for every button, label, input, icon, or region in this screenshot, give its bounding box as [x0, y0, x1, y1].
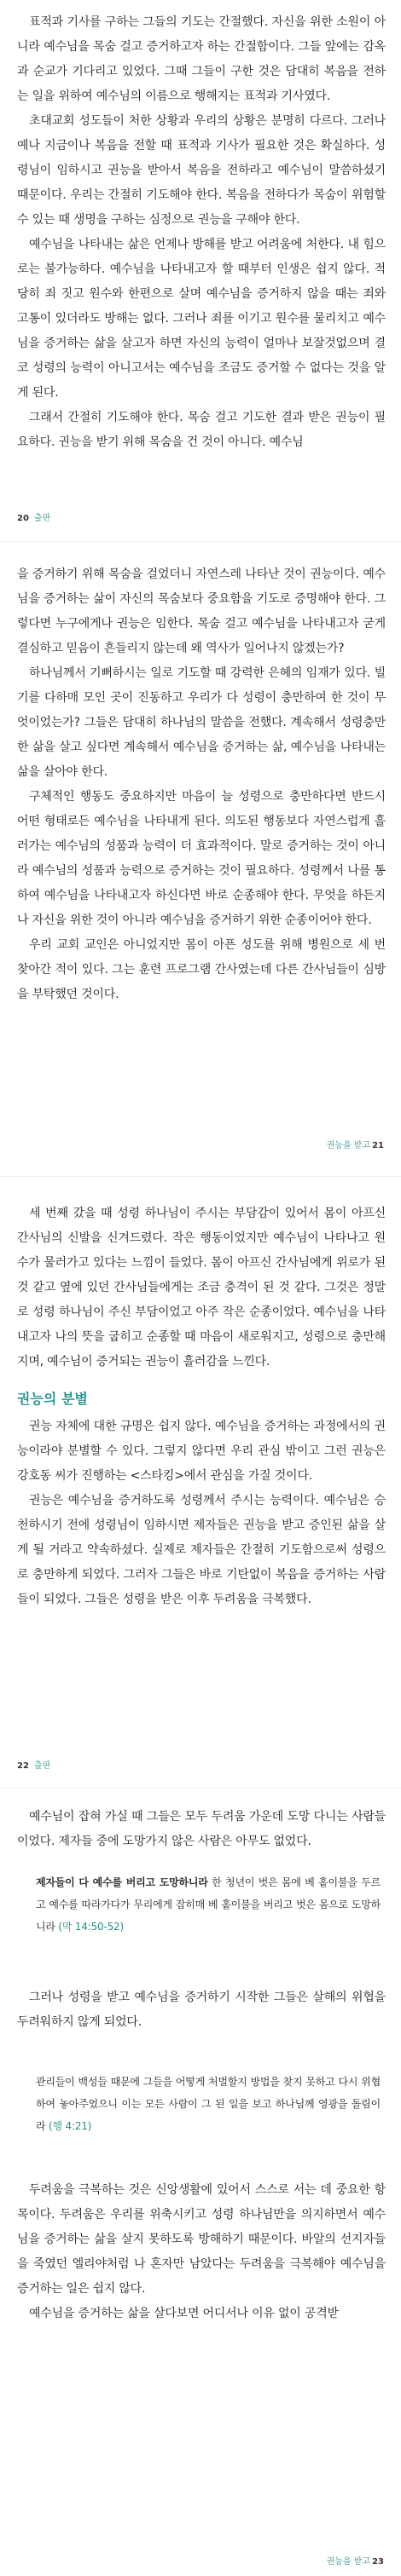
page-number-21	[327, 1140, 384, 1152]
paragraph: 세 번째 갔을 때 성령 하나님이 주시는 부담감이 있어서 몸이 아프신 간사님의 신발을 신겨드렸다. 작은 행동이었지만 예수님이 나타나고 원수가 물러가고 있다는 느낌이 들었다. 몸이 아프신 간사님에게 위로가 된 것 같고 옆에 있던 간사님들에게는 조금 충격이 된 것 같다. 그것은 정말로 성령 하나님이 주신 부담이었고 아주 작은 순종이었다. 예수님을 나타내고자 나의 뜻을 굽히고 순종할 때 마음이 새로워지고, 성령으로 충만해지며, 예수님이 증거되는 권능이 흘러감을 느낀다.	[17, 1207, 386, 1369]
paragraph: 권능은 예수님을 증거하도록 성령께서 주시는 능력이다. 예수님은 승천하시기 전에 성령님이 임하시면 제자들은 권능을 받고 증인된 삶을 살게 될 거라고 약속하셨다. 실제로 제자들은 간절히 기도함으로써 성령으로 충만하게 되었다. 그러자 그들은 바로 기탄없이 복음을 증거하는 사람들이 되었다. 그들은 성령을 받은 이후 두려움을 극복했다.	[17, 1494, 386, 1606]
page-number-label: 권능을 받고	[326, 1141, 371, 1150]
page-number-value: 22	[17, 1761, 29, 1771]
scripture-reference: (막 14:50-52)	[58, 1921, 124, 1933]
paragraph: 구체적인 행동도 중요하지만 마음이 늘 성령으로 충만하다면 반드시 어떤 형태로든 예수님을 나타내게 된다. 의도된 행동보다 자연스럽게 흘러가는 예수님의 성품과 능력이 더 효과적이다. 말로 증거하는 것이 아니라 예수님의 성품과 능력으로 증거하는 것이 필요하다. 성령께서 나를 통하여 예수님을 나타내고자 하신다면 바로 순종해야 한다. 무엇을 하든지 나 자신을 위한 것이 아니라 예수님을 증거하기 위한 순종이어야 한다.	[17, 790, 386, 927]
page-number-label: 출판	[33, 1761, 51, 1771]
page-number-20	[17, 513, 50, 525]
paragraph: 그러나 성령을 받고 예수님을 증거하기 시작한 그들은 살해의 위협을 두려워하지 않게 되었다.	[17, 1991, 386, 2029]
paragraph: 예수님을 나타내는 삶은 언제나 방해를 받고 어려움에 처한다. 내 힘으로는 불가능하다. 예수님을 나타내고자 할 때부터 인생은 쉽지 않다. 적당히 죄 짓고 원수와 한편으로 살며 예수님을 증거하지 않을 때는 죄와 고통이 있더라도 방해는 없다. 그러나 죄를 이기고 원수를 물리치고 예수님을 증거하는 삶을 살고자 하면 자신의 능력이 얼마나 보잘것없으며 결코 성령의 능력이 아니고서는 예수님을 조금도 증거할 수 없다는 것을 알게 된다.	[17, 238, 386, 400]
page-4-intro	[0, 1805, 401, 1854]
page-number-23	[327, 2556, 384, 2568]
paragraph: 초대교회 성도들이 처한 상황과 우리의 상황은 분명히 다르다. 그러나 예나 지금이나 복음을 전할 때 표적과 기사가 필요한 것은 확실하다. 성령님이 임하시고 권능을 받아서 복음을 전하라고 예수님이 말씀하셨기 때문이다. 우리는 간절히 기도해야 한다. 복음을 전하다가 목숨이 위험할 수 있는 때 생명을 구하는 심정으로 권능을 구해야 한다.	[17, 114, 386, 227]
paragraph: 예수님이 잡혀 가실 때 그들은 모두 두려움 가운데 도망 다니는 사람들이었다. 제자들 중에 도망가지 않은 사람은 아무도 없었다.	[17, 1810, 386, 1848]
paragraph: 두려움을 극복하는 것은 신앙생활에 있어서 스스로 서는 데 중요한 항목이다. 두려움은 우리를 위축시키고 성령 하나님만을 의지하면서 예수님을 증거하는 삶을 살지 못하도록 방해하기 때문이다. 바알의 선지자들을 죽였던 엘리야처럼 나 혼자만 남았다는 두려움을 극복해야 예수님을 증거하는 일은 쉽지 않다.	[17, 2183, 386, 2296]
paragraph: 표적과 기사를 구하는 그들의 기도는 간절했다. 자신을 위한 소원이 아니라 예수님을 목숨 걸고 증거하고자 하는 간절함이다. 그들 앞에는 감옥과 순교가 기다리고 있었다. 그때 그들이 구한 것은 담대히 복음을 전하는 일을 위하여 예수님의 이름으로 행해지는 표적과 기사였다.	[17, 15, 386, 103]
paragraph: 그래서 간절히 기도해야 한다. 목숨 걸고 기도한 결과 받은 권능이 필요하다. 권능을 받기 위해 목숨을 건 것이 아니다. 예수님	[17, 411, 386, 449]
paragraph: 예수님을 증거하는 삶을 살다보면 어디서나 이유 없이 공격받	[29, 2307, 339, 2320]
page-number-label: 출판	[33, 514, 51, 523]
scripture-quote	[0, 1871, 401, 1938]
quote-text	[36, 2071, 381, 2137]
page-divider	[0, 541, 401, 542]
page-divider	[0, 1788, 401, 1789]
page-number-22	[17, 1761, 50, 1772]
paragraph: 하나님께서 기뻐하시는 일로 기도할 때 강력한 은혜의 임재가 있다. 빌기를 다하매 모인 곳이 진동하고 우리가 다 성령이 충만하여 한 것이 무엇이었는가? 그들은 담대히 하나님의 말씀을 전했다. 계속해서 성령충만한 삶을 살고 싶다면 계속해서 예수님을 증거하는 삶, 예수님을 나타내는 삶을 살아야 한다.	[17, 666, 386, 779]
page-number-label: 권능을 받고	[326, 2557, 371, 2567]
quote-bold-text: 제자들이 다 예수를 버리고 도망하니라	[36, 1876, 208, 1888]
page-divider	[0, 1176, 401, 1177]
page-4-middle	[0, 1985, 401, 2035]
page-number-value: 21	[372, 1141, 384, 1150]
section-heading: 권능의 분별	[17, 1391, 88, 1407]
page-4-body	[0, 2178, 401, 2326]
page-2-body	[0, 562, 401, 1007]
quote-text	[36, 1871, 381, 1938]
scripture-reference: (행 4:21)	[49, 2120, 92, 2132]
page-1-body	[0, 10, 401, 455]
page-number-value: 23	[372, 2557, 384, 2567]
quote-rest-text: 한 청년이 벗은 몸에 베 홑이불을 두르고 예수를 따라가다가 무리에게 잡히매 베 홑이불을 버리고 벗은 몸으로 도망하니라	[36, 1876, 381, 1933]
page-number-value: 20	[17, 514, 29, 523]
scripture-quote	[0, 2071, 401, 2137]
page-3-body	[0, 1202, 401, 1612]
quote-body-text: 관리들이 백성들 때문에 그들을 어떻게 처벌할지 방법을 찾지 못하고 다시 위협하여 놓아주었으니 이는 모든 사람이 그 된 일을 보고 하나님께 영광을 돌림이라	[36, 2076, 381, 2132]
paragraph: 우리 교회 교인은 아니었지만 몸이 아픈 성도를 위해 병원으로 세 번 찾아간 적이 있다. 그는 훈련 프로그램 간사였는데 다른 간사님들이 심방을 부탁했던 것이다.	[17, 938, 386, 1001]
paragraph: 을 증거하기 위해 목숨을 걸었더니 자연스레 나타난 것이 권능이다. 예수님을 증거하는 삶이 자신의 목숨보다 중요함을 기도로 증명해야 한다. 그렇다면 누구에게나 권능은 임한다. 목숨 걸고 예수님을 나타내고자 굳게 결심하고 믿음이 흔들리지 않는데 왜 역사가 일어나지 않겠는가?	[17, 568, 386, 655]
paragraph: 권능 자체에 대한 규명은 쉽지 않다. 예수님을 증거하는 과정에서의 권능이라야 분별할 수 있다. 그렇지 않다면 우리 관심 밖이고 그런 권능은 강호동 씨가 진행하는 <스타킹>에서 관심을 가질 것이다.	[17, 1420, 386, 1483]
